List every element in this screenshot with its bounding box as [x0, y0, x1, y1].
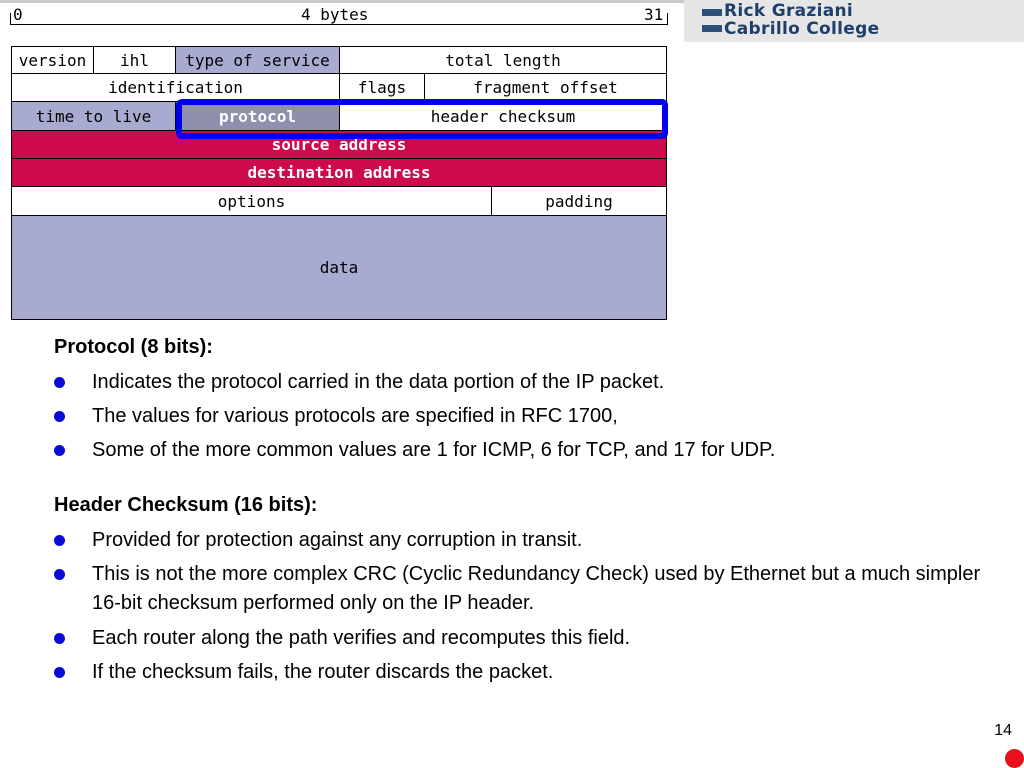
header-row-1: [12, 47, 666, 74]
highlight-box: [176, 99, 668, 139]
bullet-dot-icon: [54, 633, 65, 644]
field-version: version: [12, 47, 94, 73]
field-fragment-offset: fragment offset: [425, 74, 666, 101]
top-decoration-strip: [0, 0, 684, 3]
bullet-text: If the checksum fails, the router discards the packet.: [92, 661, 554, 683]
field-source-address: source address: [12, 131, 666, 158]
page-number: 14: [994, 722, 1012, 739]
section-gap: [54, 470, 1014, 492]
field-total-length: total length: [340, 47, 666, 73]
bit-ruler: [10, 5, 668, 27]
ruler-start-label: 0: [13, 5, 23, 24]
field-identification: identification: [12, 74, 340, 101]
brand-school: Cabrillo College: [724, 19, 880, 39]
checksum-bullet-list: [54, 526, 1014, 686]
bullet-dot-icon: [54, 411, 65, 422]
field-padding: padding: [492, 187, 666, 215]
protocol-bullet-list: [54, 368, 1014, 464]
header-row-5: [12, 159, 666, 187]
bullet-dot-icon: [54, 667, 65, 678]
field-destination-address: destination address: [12, 159, 666, 186]
field-ihl: ihl: [94, 47, 176, 73]
bullet-text: Indicates the protocol carried in the data portion of the IP packet.: [92, 371, 665, 393]
ruler-tick-start: [10, 13, 11, 25]
header-row-6: [12, 187, 666, 216]
field-flags: flags: [340, 74, 425, 101]
field-header-checksum: header checksum: [340, 102, 666, 130]
ruler-end-label: 31: [644, 5, 664, 24]
bullet-text: Each router along the path verifies and recomputes this field.: [92, 627, 631, 649]
list-item: [54, 368, 1014, 396]
brand-bar-icon: [702, 25, 722, 32]
brand-name: Rick Graziani: [724, 1, 854, 21]
ruler-center-label: 4 bytes: [301, 5, 369, 24]
list-item: [54, 624, 1014, 652]
brand-bar-icon: [702, 9, 722, 16]
field-protocol: protocol: [176, 102, 340, 130]
list-item: [54, 560, 1014, 618]
protocol-heading: Protocol (8 bits):: [54, 336, 213, 358]
list-item: [54, 402, 1014, 430]
header-row-7: [12, 216, 666, 319]
bullet-text: Provided for protection against any corruption in transit.: [92, 529, 583, 551]
field-time-to-live: time to live: [12, 102, 176, 130]
bullet-dot-icon: [54, 445, 65, 456]
brand-banner: [684, 0, 1024, 42]
list-item: [54, 658, 1014, 686]
field-type-of-service: type of service: [176, 47, 340, 73]
bullet-dot-icon: [54, 569, 65, 580]
list-item: [54, 436, 1014, 464]
bullet-dot-icon: [54, 377, 65, 388]
checksum-heading: Header Checksum (16 bits):: [54, 494, 318, 516]
bullet-dot-icon: [54, 535, 65, 546]
ip-header-diagram: [11, 46, 667, 320]
header-row-2: [12, 74, 666, 102]
field-data: data: [12, 216, 666, 319]
red-dot-icon: [1005, 749, 1024, 768]
bullet-text: Some of the more common values are 1 for ICMP, 6 for TCP, and 17 for UDP.: [92, 439, 776, 461]
field-options: options: [12, 187, 492, 215]
bullet-text: This is not the more complex CRC (Cyclic Redundancy Check) used by Ethernet but a much simpler 16-bit checksum performed only on the IP header.: [92, 563, 981, 614]
bullet-text: The values for various protocols are specified in RFC 1700,: [92, 405, 618, 427]
ruler-tick-end: [667, 13, 668, 25]
slide-content: [54, 334, 1014, 692]
list-item: [54, 526, 1014, 554]
